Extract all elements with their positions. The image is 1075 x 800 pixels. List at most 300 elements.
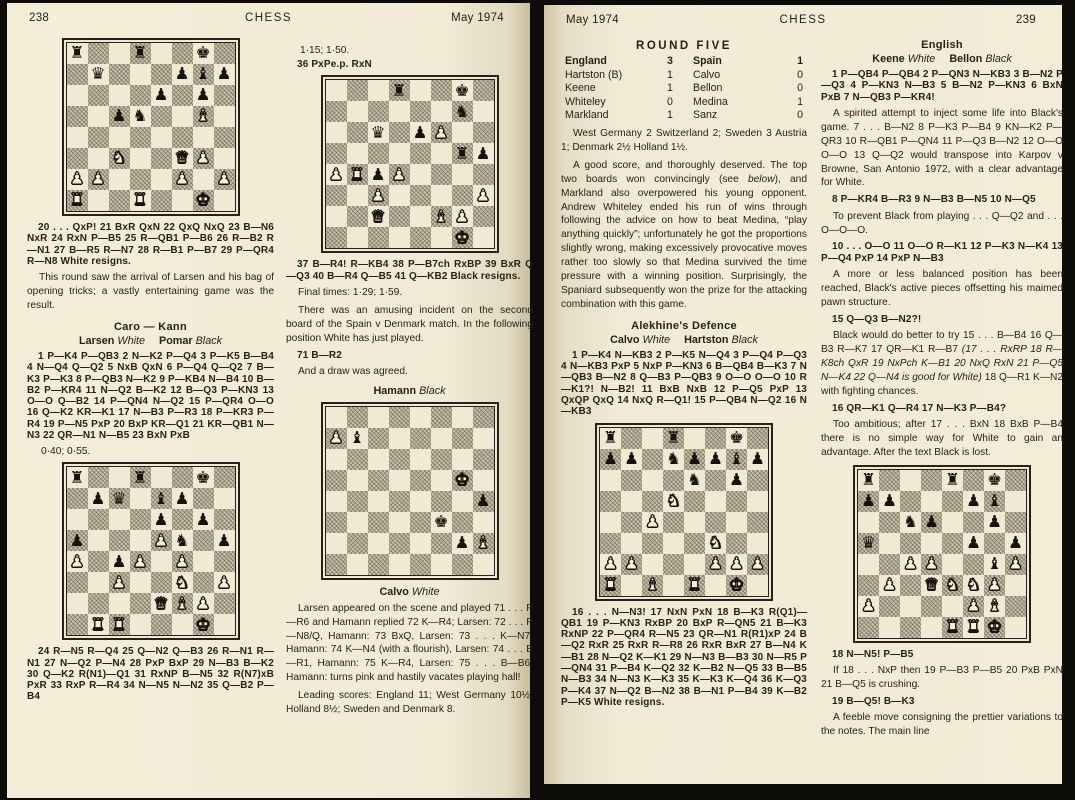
board-square-b4 bbox=[347, 164, 368, 185]
board-square-f1 bbox=[431, 227, 452, 248]
board-square-b6 bbox=[879, 512, 900, 533]
board-square-b1 bbox=[347, 227, 368, 248]
board-square-g6 bbox=[193, 85, 214, 106]
white-rook-icon: ♜ bbox=[349, 164, 365, 184]
black-pawn-icon: ♟ bbox=[195, 509, 211, 529]
white-rook-icon: ♜ bbox=[69, 190, 85, 210]
board-square-c2 bbox=[900, 596, 921, 617]
board-square-c5 bbox=[642, 491, 663, 512]
white-king-icon: ♚ bbox=[195, 614, 211, 634]
board-square-h5 bbox=[473, 143, 494, 164]
player-name: Hamann bbox=[373, 384, 417, 397]
white-pawn-icon: ♟ bbox=[391, 164, 407, 184]
board-square-b1 bbox=[88, 190, 109, 211]
diagram-caption-top bbox=[286, 385, 533, 397]
black-king-icon: ♚ bbox=[454, 80, 470, 100]
board-square-g3 bbox=[452, 185, 473, 206]
black-rook-icon: ♜ bbox=[132, 43, 148, 63]
board-square-h7 bbox=[473, 428, 494, 449]
board-square-e7 bbox=[151, 488, 172, 509]
board-square-g7 bbox=[193, 64, 214, 85]
player-name: Calvo bbox=[379, 585, 409, 598]
score-value: 1 bbox=[797, 95, 803, 108]
board-square-a6 bbox=[858, 512, 879, 533]
white-pawn-icon: ♟ bbox=[69, 169, 85, 189]
left-page-column-2 bbox=[286, 33, 533, 721]
board-square-c8 bbox=[368, 407, 389, 428]
board-square-a8 bbox=[600, 428, 621, 449]
board-square-a7 bbox=[67, 64, 88, 85]
board-square-g8 bbox=[193, 43, 214, 64]
black-pawn-icon: ♟ bbox=[1008, 532, 1023, 552]
score-value: 1 bbox=[797, 55, 803, 67]
board-square-h1 bbox=[214, 614, 235, 635]
board-square-h5 bbox=[214, 530, 235, 551]
black-player-name: Pomar bbox=[159, 334, 193, 347]
board-square-e5 bbox=[410, 143, 431, 164]
black-player-name: Bellon bbox=[949, 53, 983, 65]
move-text: 1 P—QB4 P—QB4 2 P—QN3 N—KB3 3 B—N2 P—Q3 4 P—KN3 N—B3 5 B—N2 P—KN3 6 BxN PxB 7 N—QB3 P—KR4! bbox=[821, 69, 1063, 103]
board-square-d4 bbox=[389, 491, 410, 512]
board-square-e4 bbox=[151, 551, 172, 572]
white-pawn-icon: ♟ bbox=[729, 553, 744, 573]
board-square-b2 bbox=[88, 169, 109, 190]
board-square-e6 bbox=[410, 449, 431, 470]
move-text: 16 QR—K1 Q—R4 17 N—K3 P—B4? bbox=[832, 402, 1007, 414]
board-square-f7 bbox=[705, 449, 726, 470]
board-square-a2 bbox=[67, 169, 88, 190]
board-square-g5 bbox=[193, 530, 214, 551]
board-square-f8 bbox=[172, 43, 193, 64]
team-or-player-name: Calvo bbox=[693, 68, 721, 81]
white-rook-icon: ♜ bbox=[966, 616, 981, 636]
white-knight-icon: ♞ bbox=[945, 574, 960, 594]
board-square-g4 bbox=[984, 554, 1005, 575]
white-knight-icon: ♞ bbox=[708, 532, 723, 552]
black-queen-icon: ♛ bbox=[90, 64, 106, 84]
board-square-b8 bbox=[347, 80, 368, 101]
board-square-c8 bbox=[900, 470, 921, 491]
board-square-c6 bbox=[900, 512, 921, 533]
magazine-page-239 bbox=[544, 5, 1062, 784]
board-square-d7 bbox=[130, 64, 151, 85]
black-pawn-icon: ♟ bbox=[475, 490, 491, 510]
black-knight-icon: ♞ bbox=[903, 511, 918, 531]
board-square-g8 bbox=[452, 407, 473, 428]
white-pawn-icon: ♟ bbox=[475, 185, 491, 205]
board-square-a8 bbox=[326, 407, 347, 428]
board-square-f8 bbox=[431, 80, 452, 101]
board-square-f6 bbox=[172, 509, 193, 530]
board-square-f6 bbox=[172, 85, 193, 106]
color-label: White bbox=[411, 585, 440, 598]
board-square-d4 bbox=[130, 127, 151, 148]
board-square-h8 bbox=[473, 407, 494, 428]
board-square-f7 bbox=[172, 64, 193, 85]
board-square-e1 bbox=[410, 227, 431, 248]
board-square-g8 bbox=[452, 80, 473, 101]
white-pawn-icon: ♟ bbox=[195, 148, 211, 168]
move-text: 36 PxPe.p. RxN bbox=[297, 59, 372, 70]
board-square-b3 bbox=[879, 575, 900, 596]
board-square-b5 bbox=[347, 143, 368, 164]
board-square-h6 bbox=[473, 449, 494, 470]
chess-diagram-alekhine bbox=[595, 423, 773, 601]
board-square-b2 bbox=[879, 596, 900, 617]
board-square-f8 bbox=[172, 467, 193, 488]
score-row bbox=[565, 96, 807, 110]
board-square-d2 bbox=[663, 554, 684, 575]
paragraph-text: Black would do better to try 15 . . . B—B4 16 Q—B3 R—K7 17 QR—K1 R—B7 bbox=[821, 330, 1063, 355]
board-square-c1 bbox=[109, 614, 130, 635]
board-square-e4 bbox=[684, 512, 705, 533]
board-square-h7 bbox=[747, 449, 768, 470]
board-square-e3 bbox=[410, 512, 431, 533]
board-square-e1 bbox=[684, 575, 705, 596]
board-square-e1 bbox=[151, 614, 172, 635]
board-square-a3 bbox=[67, 148, 88, 169]
page-header bbox=[544, 14, 1062, 30]
issue-date: May 1974 bbox=[451, 12, 504, 24]
white-king-icon: ♚ bbox=[454, 227, 470, 247]
board-square-h4 bbox=[1005, 554, 1026, 575]
black-pawn-icon: ♟ bbox=[216, 64, 232, 84]
move-text: 1 P—K4 N—KB3 2 P—K5 N—Q4 3 P—Q4 P—Q3 4 N—KB3 PxP 5 NxP P—KN3 6 B—QB4 B—K3 7 N—QB3 B—N2 8 Q—B3 P—QB3 9 O—O O—O 10 R—K1?! N—B2! 11 BxB NxB 12 P—Q5 PxP 13 QxQP QxQ 14 NxQ R—Q1! 15 P—QB4 N—Q2 16 N—KB3 bbox=[561, 349, 807, 418]
black-pawn-icon: ♟ bbox=[687, 448, 702, 468]
black-pawn-icon: ♟ bbox=[90, 488, 106, 508]
chess-board bbox=[66, 466, 236, 636]
board-square-e4 bbox=[151, 127, 172, 148]
board-square-f3 bbox=[431, 185, 452, 206]
team-or-player-name: Bellon bbox=[693, 82, 723, 95]
black-rook-icon: ♜ bbox=[391, 80, 407, 100]
issue-date: May 1974 bbox=[566, 14, 619, 26]
white-rook-icon: ♜ bbox=[945, 616, 960, 636]
board-square-d1 bbox=[921, 617, 942, 638]
board-square-g5 bbox=[984, 533, 1005, 554]
board-square-a1 bbox=[858, 617, 879, 638]
white-rook-icon: ♜ bbox=[603, 574, 618, 594]
chess-board bbox=[66, 42, 236, 212]
italic-variation: (17 . . . RxRP 18 R—K8ch QxR 19 NxPch K—B1 20 NxQ RxN 21 P—Q5 N—K4 22 Q—N4 is good for White) bbox=[821, 343, 1063, 383]
white-rook-icon: ♜ bbox=[132, 190, 148, 210]
board-square-a1 bbox=[600, 575, 621, 596]
board-square-c2 bbox=[109, 169, 130, 190]
score-row bbox=[565, 69, 807, 83]
black-bishop-icon: ♝ bbox=[153, 488, 169, 508]
board-square-f5 bbox=[705, 491, 726, 512]
board-square-e7 bbox=[410, 428, 431, 449]
board-square-g2 bbox=[726, 554, 747, 575]
board-square-d5 bbox=[130, 106, 151, 127]
board-square-c1 bbox=[368, 554, 389, 575]
board-square-d8 bbox=[130, 43, 151, 64]
board-square-b7 bbox=[347, 101, 368, 122]
black-pawn-icon: ♟ bbox=[729, 469, 744, 489]
black-pawn-icon: ♟ bbox=[111, 551, 127, 571]
paragraph: To prevent Black from playing . . . Q—Q2 and . . . O—O—O. bbox=[821, 210, 1063, 236]
board-square-c1 bbox=[109, 190, 130, 211]
board-square-b6 bbox=[88, 85, 109, 106]
board-square-a2 bbox=[326, 533, 347, 554]
board-square-g7 bbox=[452, 428, 473, 449]
black-bishop-icon: ♝ bbox=[729, 448, 744, 468]
white-pawn-icon: ♟ bbox=[328, 427, 344, 447]
move-text: 24 R—N5 R—Q4 25 Q—N2 Q—B3 26 R—N1 R—N1 27 N—Q2 P—N4 28 PxP BxP 29 N—B3 B—K2 30 Q—K2 R(N1)—Q1 31 RxNP B—N5 32 R(N7)xB PxR 33 RxP R—R4 34 N—N5 N—N2 35 Q—B2 P—B4 bbox=[27, 646, 274, 703]
board-square-a2 bbox=[858, 596, 879, 617]
board-square-g4 bbox=[452, 164, 473, 185]
board-square-a2 bbox=[326, 206, 347, 227]
paragraph: Larsen appeared on the scene and played 71 . . . P—R6 and Hamann replied 72 K—R4; Larsen: 72 . . . P—N8/Q, Hamann: 73 BxQ, Larsen: 73 . . . K—N7, Hamann: 74 K—N4 (with a flourish), Larsen: 74 . . . B—R1, Hamann: 75 K—R4, Larsen: 75 . . . B—B6, Hamann: turns pink and hastily vacates playing hall! bbox=[286, 602, 533, 684]
board-square-c3 bbox=[109, 572, 130, 593]
team-or-player-name: England bbox=[565, 55, 607, 67]
board-square-h8 bbox=[214, 43, 235, 64]
board-square-d1 bbox=[130, 614, 151, 635]
chess-board bbox=[599, 427, 769, 597]
board-square-a5 bbox=[326, 470, 347, 491]
score-value: 1 bbox=[667, 82, 673, 95]
board-square-b7 bbox=[88, 488, 109, 509]
board-square-e6 bbox=[942, 512, 963, 533]
black-rook-icon: ♜ bbox=[666, 427, 681, 447]
board-square-a1 bbox=[67, 614, 88, 635]
board-square-e4 bbox=[410, 491, 431, 512]
board-square-b1 bbox=[621, 575, 642, 596]
board-square-c2 bbox=[642, 554, 663, 575]
board-square-h2 bbox=[1005, 596, 1026, 617]
board-square-f4 bbox=[705, 512, 726, 533]
board-square-c8 bbox=[642, 428, 663, 449]
paragraph: A feeble move consigning the prettier variations to the notes. The main line bbox=[821, 712, 1063, 737]
board-square-g4 bbox=[193, 127, 214, 148]
board-square-a8 bbox=[858, 470, 879, 491]
clock-times: 0·40; 0·55. bbox=[41, 446, 91, 458]
white-king-icon: ♚ bbox=[729, 574, 744, 594]
board-square-g6 bbox=[984, 512, 1005, 533]
board-square-g8 bbox=[193, 467, 214, 488]
board-square-h1 bbox=[214, 190, 235, 211]
board-square-g4 bbox=[726, 512, 747, 533]
board-square-a3 bbox=[600, 533, 621, 554]
left-page-column-1 bbox=[27, 33, 274, 706]
board-square-h6 bbox=[473, 122, 494, 143]
white-pawn-icon: ♟ bbox=[153, 530, 169, 550]
white-label: White bbox=[642, 333, 671, 346]
board-square-e8 bbox=[410, 80, 431, 101]
board-square-a8 bbox=[326, 80, 347, 101]
white-pawn-icon: ♟ bbox=[370, 185, 386, 205]
board-square-e3 bbox=[151, 148, 172, 169]
board-square-g1 bbox=[726, 575, 747, 596]
black-pawn-icon: ♟ bbox=[454, 532, 470, 552]
board-square-f6 bbox=[431, 449, 452, 470]
board-square-e3 bbox=[151, 572, 172, 593]
board-square-a3 bbox=[858, 575, 879, 596]
page-number: 238 bbox=[29, 12, 50, 24]
board-square-a5 bbox=[326, 143, 347, 164]
board-square-f3 bbox=[172, 572, 193, 593]
white-king-icon: ♚ bbox=[195, 190, 211, 210]
board-square-d3 bbox=[130, 572, 151, 593]
paragraph: And a draw was agreed. bbox=[298, 365, 408, 377]
board-square-e5 bbox=[942, 533, 963, 554]
board-square-b7 bbox=[879, 491, 900, 512]
black-bishop-icon: ♝ bbox=[195, 64, 211, 84]
board-square-a4 bbox=[326, 164, 347, 185]
board-square-c1 bbox=[900, 617, 921, 638]
board-square-d3 bbox=[389, 185, 410, 206]
paragraph-text: 18 Q—R1 K—N2 with fighting chances. bbox=[821, 371, 1063, 397]
board-square-b6 bbox=[347, 122, 368, 143]
board-square-b5 bbox=[88, 530, 109, 551]
white-pawn-icon: ♟ bbox=[903, 553, 918, 573]
board-square-f7 bbox=[431, 101, 452, 122]
board-square-c3 bbox=[900, 575, 921, 596]
board-square-e8 bbox=[410, 407, 431, 428]
board-square-h3 bbox=[214, 572, 235, 593]
board-square-d3 bbox=[130, 148, 151, 169]
board-square-a7 bbox=[326, 428, 347, 449]
black-pawn-icon: ♟ bbox=[195, 85, 211, 105]
paragraph: A spirited attempt to inject some life into Black's game. 7 . . . B—N2 8 P—K3 P—B4 9 KN—K2 P—QR3 10 R—QB1 P—QN4 11 P—Q3 B—N2 12 O—O O—O 13 Q—Q2 would transpose into Karpov v Browne, San Antonio 1972, with a clear advantage for White. bbox=[821, 107, 1063, 189]
paragraph: Leading scores: England 11; West Germany 10½; Holland 8½; Sweden and Denmark 8. bbox=[286, 690, 533, 716]
white-pawn-icon: ♟ bbox=[195, 593, 211, 613]
board-square-e1 bbox=[942, 617, 963, 638]
board-square-h1 bbox=[473, 227, 494, 248]
board-square-a6 bbox=[326, 122, 347, 143]
board-square-a5 bbox=[600, 491, 621, 512]
magazine-page-238 bbox=[7, 3, 533, 798]
team-or-player-name: Markland bbox=[565, 109, 609, 122]
black-label: Black bbox=[985, 53, 1012, 65]
game-heading: Caro — Kann bbox=[114, 320, 187, 333]
black-king-icon: ♚ bbox=[729, 427, 744, 447]
board-square-d4 bbox=[130, 551, 151, 572]
white-pawn-icon: ♟ bbox=[216, 572, 232, 592]
board-square-b8 bbox=[879, 470, 900, 491]
board-square-h1 bbox=[1005, 617, 1026, 638]
board-square-a8 bbox=[67, 467, 88, 488]
board-square-d2 bbox=[389, 206, 410, 227]
board-square-c2 bbox=[368, 533, 389, 554]
board-square-g2 bbox=[452, 206, 473, 227]
board-square-g5 bbox=[193, 106, 214, 127]
board-square-h2 bbox=[214, 593, 235, 614]
board-square-f5 bbox=[172, 530, 193, 551]
black-bishop-icon: ♝ bbox=[349, 427, 365, 447]
round-heading: ROUND FIVE bbox=[636, 40, 732, 52]
board-square-h6 bbox=[214, 85, 235, 106]
board-square-g7 bbox=[452, 101, 473, 122]
white-rook-icon: ♜ bbox=[687, 574, 702, 594]
black-pawn-icon: ♟ bbox=[987, 511, 1002, 531]
score-value: 3 bbox=[667, 55, 673, 67]
board-square-f8 bbox=[963, 470, 984, 491]
move-text: 71 B—R2 bbox=[297, 349, 342, 361]
score-value: 0 bbox=[667, 95, 673, 108]
white-bishop-icon: ♝ bbox=[195, 106, 211, 126]
white-pawn-icon: ♟ bbox=[174, 169, 190, 189]
board-square-d6 bbox=[921, 512, 942, 533]
black-queen-icon: ♛ bbox=[861, 532, 876, 552]
board-square-b7 bbox=[621, 449, 642, 470]
black-pawn-icon: ♟ bbox=[861, 490, 876, 510]
board-square-f3 bbox=[431, 512, 452, 533]
white-pawn-icon: ♟ bbox=[882, 574, 897, 594]
board-square-f7 bbox=[431, 428, 452, 449]
board-square-g7 bbox=[984, 491, 1005, 512]
board-square-h2 bbox=[473, 206, 494, 227]
white-knight-icon: ♞ bbox=[111, 148, 127, 168]
board-square-b3 bbox=[347, 185, 368, 206]
board-square-f3 bbox=[705, 533, 726, 554]
chess-board bbox=[325, 79, 495, 249]
board-square-g5 bbox=[452, 470, 473, 491]
board-square-h7 bbox=[214, 488, 235, 509]
board-square-a4 bbox=[67, 551, 88, 572]
paragraph: If 18 . . . NxP then 19 P—B3 P—B5 20 PxB PxN 21 B—Q5 is crushing. bbox=[821, 664, 1063, 690]
board-square-h1 bbox=[473, 554, 494, 575]
players-line bbox=[821, 53, 1063, 65]
board-square-b3 bbox=[88, 148, 109, 169]
board-square-g5 bbox=[452, 143, 473, 164]
board-square-c5 bbox=[368, 143, 389, 164]
move-text: 1 P—K4 P—QB3 2 N—K2 P—Q4 3 P—K5 B—B4 4 N—Q4 Q—Q2 5 NxB QxN 6 P—Q4 Q—Q2 7 B—K3 P—K3 8 P—QB3 N—K2 9 P—KB4 N—B4 10 B—B2 P—KR4 11 N—Q2 B—K2 12 B—Q3 P—KN3 13 O—O Q—B2 14 P—QN4 N—Q2 15 P—QR4 O—O 16 Q—K2 KR—K1 17 N—B3 P—R3 18 P—KR3 P—R4 19 P—N5 PxP 20 BxP KR—Q1 21 KR—QB1 N—N3 22 QR—N1 N—B5 23 BxN PxB bbox=[27, 350, 274, 441]
board-square-a5 bbox=[858, 533, 879, 554]
board-square-g3 bbox=[193, 572, 214, 593]
black-pawn-icon: ♟ bbox=[966, 490, 981, 510]
board-square-h8 bbox=[747, 428, 768, 449]
board-square-h4 bbox=[747, 512, 768, 533]
board-square-c5 bbox=[109, 530, 130, 551]
board-square-h8 bbox=[1005, 470, 1026, 491]
board-square-h3 bbox=[747, 533, 768, 554]
move-text: 15 Q—Q3 B—N2?! bbox=[832, 313, 922, 325]
board-square-c6 bbox=[109, 85, 130, 106]
players-line bbox=[561, 334, 807, 346]
paragraph: West Germany 2 Switzerland 2; Sweden 3 Austria 1; Denmark 2½ Holland 1½. bbox=[561, 127, 807, 153]
clock-times: 1·15; 1·50. bbox=[300, 45, 350, 56]
chess-diagram-caro-kann-2 bbox=[62, 462, 240, 640]
board-square-d4 bbox=[663, 512, 684, 533]
board-square-h4 bbox=[473, 164, 494, 185]
black-pawn-icon: ♟ bbox=[153, 85, 169, 105]
board-square-d7 bbox=[130, 488, 151, 509]
board-square-b1 bbox=[88, 614, 109, 635]
board-square-a5 bbox=[67, 106, 88, 127]
black-rook-icon: ♜ bbox=[132, 467, 148, 487]
board-square-h6 bbox=[214, 509, 235, 530]
board-square-d2 bbox=[389, 533, 410, 554]
board-square-d4 bbox=[921, 554, 942, 575]
black-player-name: Hartston bbox=[684, 333, 729, 346]
board-square-h2 bbox=[473, 533, 494, 554]
white-pawn-icon: ♟ bbox=[132, 551, 148, 571]
board-square-d2 bbox=[130, 593, 151, 614]
paragraph: Final times: 1·29; 1·59. bbox=[298, 286, 403, 298]
board-square-c6 bbox=[109, 509, 130, 530]
board-square-d7 bbox=[389, 428, 410, 449]
board-square-b3 bbox=[621, 533, 642, 554]
board-square-g3 bbox=[452, 512, 473, 533]
board-square-g7 bbox=[193, 488, 214, 509]
board-square-a1 bbox=[67, 190, 88, 211]
score-value: 1 bbox=[667, 109, 673, 122]
board-square-b4 bbox=[621, 512, 642, 533]
board-square-c3 bbox=[642, 533, 663, 554]
black-knight-icon: ♞ bbox=[454, 101, 470, 121]
white-player-name: Keene bbox=[872, 53, 905, 65]
